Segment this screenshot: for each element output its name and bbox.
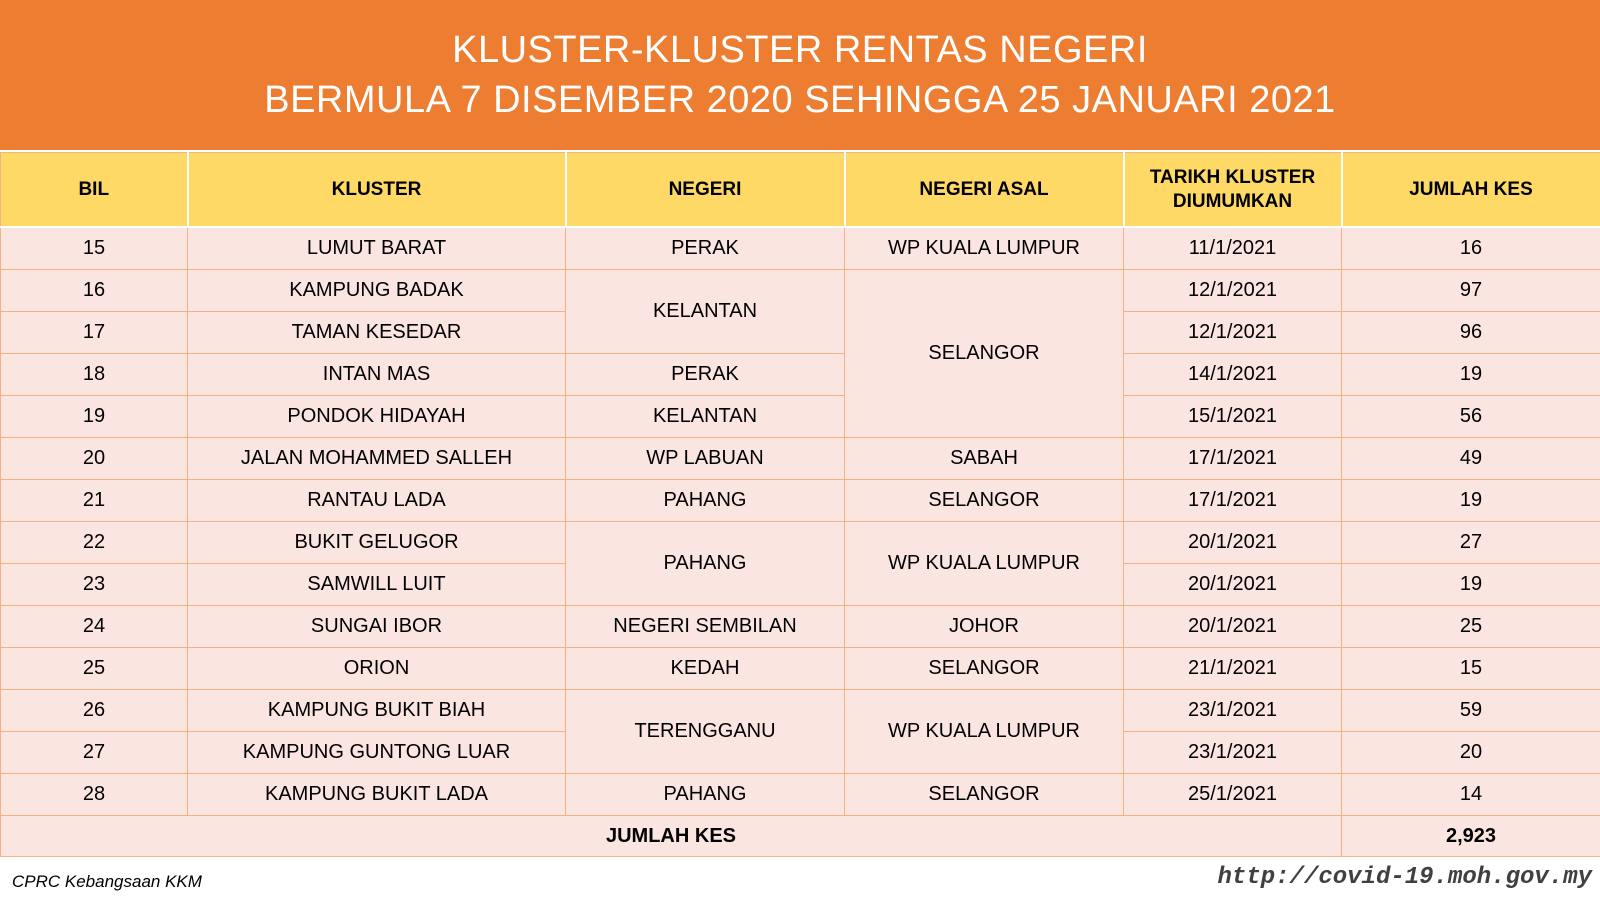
cell-kluster: SAMWILL LUIT bbox=[188, 564, 566, 606]
cell-tarikh: 15/1/2021 bbox=[1124, 396, 1342, 438]
cell-kluster: INTAN MAS bbox=[188, 354, 566, 396]
table-row bbox=[1, 648, 1600, 690]
cell-jumlah: 19 bbox=[1342, 564, 1600, 606]
cell-bil: 23 bbox=[1, 564, 188, 606]
cell-negeri: PAHANG bbox=[566, 522, 845, 606]
table-row bbox=[1, 227, 1600, 270]
cell-tarikh: 23/1/2021 bbox=[1124, 690, 1342, 732]
cell-kluster: RANTAU LADA bbox=[188, 480, 566, 522]
cell-jumlah: 56 bbox=[1342, 396, 1600, 438]
cell-jumlah: 59 bbox=[1342, 690, 1600, 732]
cell-tarikh: 20/1/2021 bbox=[1124, 564, 1342, 606]
table-row bbox=[1, 354, 1600, 396]
cell-kluster: SUNGAI IBOR bbox=[188, 606, 566, 648]
column-header-bil: BIL bbox=[1, 153, 188, 228]
cell-negeri: KEDAH bbox=[566, 648, 845, 690]
cell-negeri-asal: WP KUALA LUMPUR bbox=[845, 690, 1124, 774]
table-row bbox=[1, 522, 1600, 564]
cell-jumlah: 25 bbox=[1342, 606, 1600, 648]
table-row bbox=[1, 690, 1600, 732]
cell-negeri-asal: SELANGOR bbox=[845, 270, 1124, 438]
cell-negeri: PAHANG bbox=[566, 480, 845, 522]
cell-bil: 21 bbox=[1, 480, 188, 522]
cell-tarikh: 11/1/2021 bbox=[1124, 227, 1342, 270]
source-url: http://covid-19.moh.gov.my bbox=[1217, 864, 1592, 891]
cell-negeri-asal: WP KUALA LUMPUR bbox=[845, 522, 1124, 606]
cell-bil: 19 bbox=[1, 396, 188, 438]
cell-kluster: TAMAN KESEDAR bbox=[188, 312, 566, 354]
cell-bil: 27 bbox=[1, 732, 188, 774]
cell-jumlah: 16 bbox=[1342, 227, 1600, 270]
cell-bil: 22 bbox=[1, 522, 188, 564]
cell-kluster: JALAN MOHAMMED SALLEH bbox=[188, 438, 566, 480]
cell-negeri-asal: SELANGOR bbox=[845, 480, 1124, 522]
total-label: JUMLAH KES bbox=[1, 816, 1342, 857]
cell-tarikh: 21/1/2021 bbox=[1124, 648, 1342, 690]
cell-tarikh: 23/1/2021 bbox=[1124, 732, 1342, 774]
cell-negeri-asal: SELANGOR bbox=[845, 648, 1124, 690]
table-row bbox=[1, 480, 1600, 522]
cell-negeri: KELANTAN bbox=[566, 396, 845, 438]
cell-tarikh: 17/1/2021 bbox=[1124, 480, 1342, 522]
cell-kluster: PONDOK HIDAYAH bbox=[188, 396, 566, 438]
cell-bil: 16 bbox=[1, 270, 188, 312]
cell-jumlah: 20 bbox=[1342, 732, 1600, 774]
cell-negeri-asal: WP KUALA LUMPUR bbox=[845, 227, 1124, 270]
cell-kluster: BUKIT GELUGOR bbox=[188, 522, 566, 564]
cell-kluster: ORION bbox=[188, 648, 566, 690]
table-row bbox=[1, 774, 1600, 816]
table-header-row bbox=[1, 153, 1600, 228]
table-row bbox=[1, 396, 1600, 438]
cell-tarikh: 12/1/2021 bbox=[1124, 312, 1342, 354]
cell-bil: 17 bbox=[1, 312, 188, 354]
cell-negeri-asal: SELANGOR bbox=[845, 774, 1124, 816]
page-subtitle: BERMULA 7 DISEMBER 2020 SEHINGGA 25 JANUARI 2021 bbox=[264, 79, 1336, 121]
cell-bil: 24 bbox=[1, 606, 188, 648]
cell-negeri: TERENGGANU bbox=[566, 690, 845, 774]
cell-bil: 20 bbox=[1, 438, 188, 480]
cell-negeri: NEGERI SEMBILAN bbox=[566, 606, 845, 648]
cell-negeri: KELANTAN bbox=[566, 270, 845, 354]
total-row bbox=[1, 816, 1600, 857]
cell-bil: 18 bbox=[1, 354, 188, 396]
page-title: KLUSTER-KLUSTER RENTAS NEGERI bbox=[452, 29, 1148, 71]
cell-tarikh: 20/1/2021 bbox=[1124, 522, 1342, 564]
column-header-jumlah: JUMLAH KES bbox=[1342, 153, 1600, 228]
source-credit: CPRC Kebangsaan KKM bbox=[12, 872, 202, 891]
cell-bil: 26 bbox=[1, 690, 188, 732]
cell-jumlah: 49 bbox=[1342, 438, 1600, 480]
cell-kluster: KAMPUNG GUNTONG LUAR bbox=[188, 732, 566, 774]
cell-kluster: KAMPUNG BADAK bbox=[188, 270, 566, 312]
cell-jumlah: 19 bbox=[1342, 480, 1600, 522]
column-header-negeri-asal: NEGERI ASAL bbox=[845, 153, 1124, 228]
cell-tarikh: 12/1/2021 bbox=[1124, 270, 1342, 312]
cell-negeri: PERAK bbox=[566, 354, 845, 396]
cell-negeri: PAHANG bbox=[566, 774, 845, 816]
cell-negeri: PERAK bbox=[566, 227, 845, 270]
cell-jumlah: 19 bbox=[1342, 354, 1600, 396]
column-header-negeri: NEGERI bbox=[566, 153, 845, 228]
cell-negeri-asal: JOHOR bbox=[845, 606, 1124, 648]
cell-jumlah: 97 bbox=[1342, 270, 1600, 312]
table-row bbox=[1, 270, 1600, 312]
table-row bbox=[1, 606, 1600, 648]
column-header-kluster: KLUSTER bbox=[188, 153, 566, 228]
cell-bil: 15 bbox=[1, 227, 188, 270]
total-value: 2,923 bbox=[1342, 816, 1600, 857]
cell-negeri-asal: SABAH bbox=[845, 438, 1124, 480]
clusters-table bbox=[0, 152, 1600, 857]
cell-tarikh: 14/1/2021 bbox=[1124, 354, 1342, 396]
cell-kluster: KAMPUNG BUKIT BIAH bbox=[188, 690, 566, 732]
cell-jumlah: 15 bbox=[1342, 648, 1600, 690]
cell-negeri: WP LABUAN bbox=[566, 438, 845, 480]
cell-tarikh: 17/1/2021 bbox=[1124, 438, 1342, 480]
table-row bbox=[1, 438, 1600, 480]
cell-bil: 28 bbox=[1, 774, 188, 816]
column-header-tarikh: TARIKH KLUSTER DIUMUMKAN bbox=[1124, 153, 1342, 228]
cell-tarikh: 20/1/2021 bbox=[1124, 606, 1342, 648]
cell-kluster: LUMUT BARAT bbox=[188, 227, 566, 270]
cell-tarikh: 25/1/2021 bbox=[1124, 774, 1342, 816]
title-banner bbox=[0, 0, 1600, 150]
cell-bil: 25 bbox=[1, 648, 188, 690]
cell-kluster: KAMPUNG BUKIT LADA bbox=[188, 774, 566, 816]
cell-jumlah: 96 bbox=[1342, 312, 1600, 354]
cell-jumlah: 27 bbox=[1342, 522, 1600, 564]
cell-jumlah: 14 bbox=[1342, 774, 1600, 816]
